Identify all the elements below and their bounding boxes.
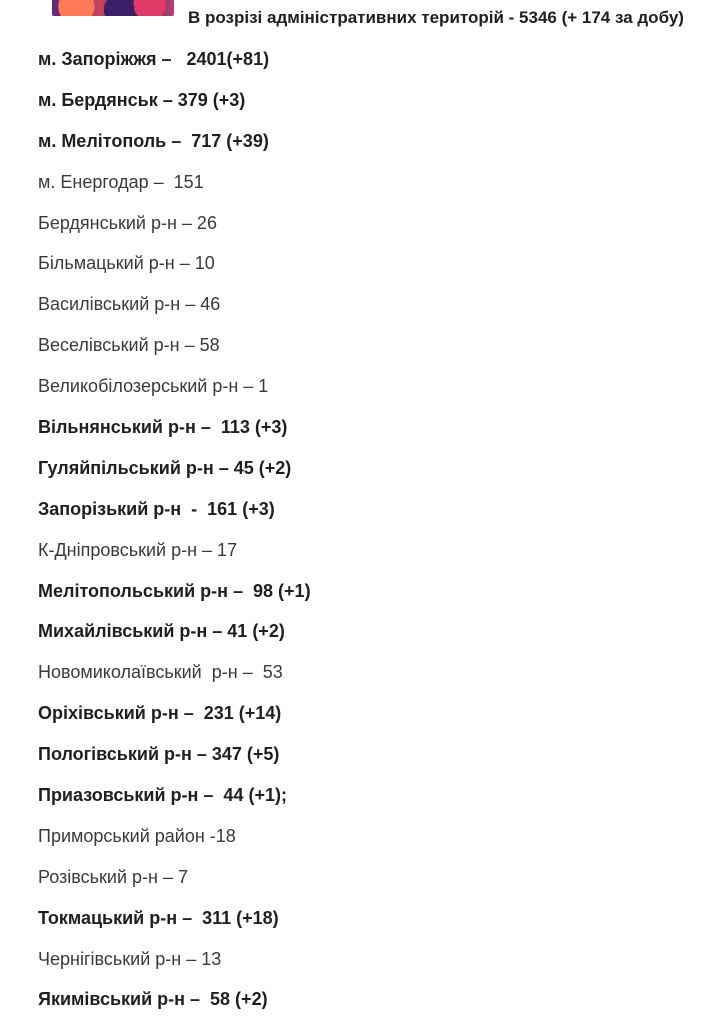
list-item: Запорізький р-н - 161 (+3) xyxy=(38,498,275,519)
list-item: Гуляйпільський р-н – 45 (+2) xyxy=(38,457,292,478)
header-image-thumbnail xyxy=(52,0,174,16)
summary-heading: В розрізі адміністративних територій - 5346 (+ 174 за добу) xyxy=(188,8,684,27)
list-item: Якимівський р-н – 58 (+2) xyxy=(38,989,268,1010)
list-item: Веселівський р-н – 58 xyxy=(38,335,220,356)
list-item: м. Мелітополь – 717 (+39) xyxy=(38,130,269,151)
list-item: Розівський р-н – 7 xyxy=(38,866,188,887)
territory-statistics-list xyxy=(38,44,311,1025)
list-item: Бердянський р-н – 26 xyxy=(38,212,217,233)
list-item: Приазовський р-н – 44 (+1); xyxy=(38,785,287,806)
list-item: Василівський р-н – 46 xyxy=(38,294,221,315)
list-item: м. Бердянськ – 379 (+3) xyxy=(38,89,246,110)
list-item: м. Запоріжжя – 2401(+81) xyxy=(38,49,270,69)
list-item: Токмацький р-н – 311 (+18) xyxy=(38,907,279,928)
list-item: Великобілозерський р-н – 1 xyxy=(38,376,269,397)
list-item: Мелітопольський р-н – 98 (+1) xyxy=(38,580,311,601)
list-item: м. Енергодар – 151 xyxy=(38,171,204,192)
list-item: Новомиколаївський р-н – 53 xyxy=(38,662,283,683)
list-item: Вільнянський р-н – 113 (+3) xyxy=(38,417,288,438)
list-item: Оріхівський р-н – 231 (+14) xyxy=(38,703,282,724)
list-item: Приморський район -18 xyxy=(38,825,236,846)
list-item: Більмацький р-н – 10 xyxy=(38,253,215,274)
list-item: Чернігівський р-н – 13 xyxy=(38,948,222,969)
list-item: Пологівський р-н – 347 (+5) xyxy=(38,744,280,765)
list-item: Михайлівський р-н – 41 (+2) xyxy=(38,621,285,642)
list-item: К-Дніпровський р-н – 17 xyxy=(38,539,238,560)
